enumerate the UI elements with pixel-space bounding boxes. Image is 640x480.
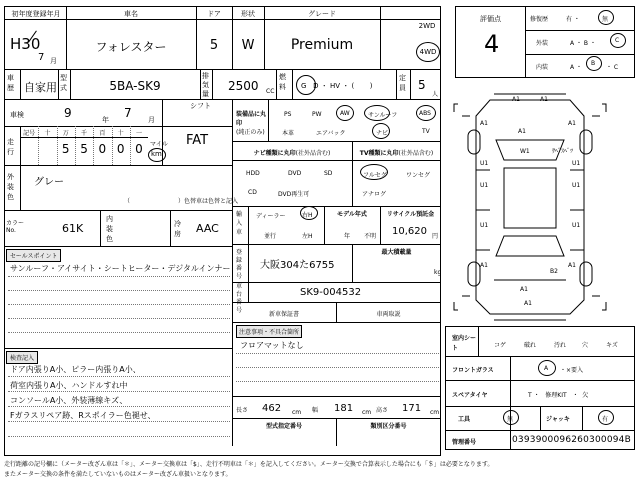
shape-label: 形状 [241, 10, 255, 18]
navi-label: ナビ種類に丸印(社外品含む) [253, 150, 331, 157]
import-dealer: ディーラー [256, 213, 286, 220]
doors-label: ドア [207, 10, 221, 18]
diag-a1-1: A1 [512, 96, 520, 103]
equipment-abs: ABS [419, 110, 431, 117]
mileage-digit-2: 0 [98, 142, 107, 156]
diag-w1: W1 [520, 148, 530, 155]
import-parallel: 並行 [264, 233, 277, 240]
chassis-label: 車台番号 [236, 283, 243, 314]
sales-point-text: サンルーフ・アイサイト・シートヒーター・デジタルインナー [10, 264, 231, 273]
mileage-unit-5: 十 [117, 130, 124, 137]
equipment-sunroof: サンルーフ [368, 112, 398, 119]
registration-value: 大阪304た6755 [260, 260, 335, 271]
notes-text: フロアマットなし [240, 341, 304, 350]
inspector-line-2: 荷室内張りA小、ハンドルすれ中 [10, 381, 128, 390]
capacity-unit: 人 [432, 91, 439, 98]
inspector-line-1: ドア内張りA小、ピラー内張りA小、 [10, 365, 141, 374]
width-value: 181 [334, 403, 354, 414]
displacement-label: 排気量 [202, 72, 209, 98]
diag-a1-2: A1 [540, 96, 548, 103]
glass-rest: ・×要入 [560, 367, 584, 374]
diag-u1-1: U1 [480, 160, 489, 167]
interior-score-label: 内装 [536, 64, 549, 71]
diag-repair: ｻﾍﾞｽﾍﾞﾂ [552, 148, 574, 155]
interior-color-label: 内装色 [106, 215, 113, 243]
equipment-tv: TV [422, 128, 430, 135]
repair-label: 修復歴 [530, 16, 549, 23]
seat-burn: コゲ [494, 342, 507, 349]
interior-score-options: A ・ [570, 64, 583, 71]
seat-tear: 破れ [524, 342, 537, 349]
jack-label: ジャッキ [546, 416, 570, 423]
score-value: 4 [484, 30, 500, 58]
tools-label: 工具 [458, 416, 471, 423]
navi-dvd: DVD [288, 170, 302, 177]
color-no-value: 61K [62, 222, 84, 235]
interior-score-selected: B [591, 60, 596, 67]
footer-line-1: 走行距離の記号欄に（メーター改ざん車は「＊」、メーター交換車は「$」、走行不明車は「＊」を記入してください。メーター交換で合算表示した場合にも「＄」は必要となります。 [4, 461, 494, 468]
interior-score-rest: ・ C [606, 64, 619, 71]
shift-label: シフト [190, 102, 211, 110]
chassis-value: SK9-004532 [300, 287, 362, 298]
mileage-unit-0: 記号 [23, 130, 36, 137]
height-label: 高さ [376, 407, 389, 414]
diag-a1-8: A1 [520, 286, 528, 293]
max-load-kg: kg [434, 269, 442, 276]
width-label: 幅 [312, 407, 319, 414]
mileage-unit-2: 万 [62, 130, 69, 137]
recycle-label: リサイクル預託金 [386, 211, 435, 218]
equipment-aw: AW [340, 110, 350, 117]
model-year-unit: 年 [344, 233, 351, 240]
mileage-unit-6: 一 [135, 130, 142, 137]
registration-label: 登録番号 [236, 249, 243, 280]
model-label: 車名 [124, 10, 138, 18]
grade-value: Premium [290, 37, 354, 53]
type-label: 型式 [60, 74, 67, 92]
navi-dvd-play: DVD再生可 [278, 191, 310, 198]
diag-u1-2: U1 [572, 160, 581, 167]
capacity-label: 定員 [399, 74, 406, 92]
navi-hdd: HDD [246, 170, 260, 177]
diag-u1-4: U1 [572, 182, 581, 189]
navi-cd: CD [248, 189, 257, 196]
glass-selected: A [544, 365, 549, 372]
diag-a1-9: A1 [524, 300, 532, 307]
seat-hole: 穴 [582, 342, 589, 349]
model-year-unknown: 不明 [364, 233, 377, 240]
tv-analog: アナログ [362, 191, 387, 198]
inspection-label: 車検 [10, 111, 24, 119]
exterior-score-label: 外装 [536, 40, 549, 47]
year-label: 初年度登録年月 [11, 10, 61, 18]
capacity-value: 5 [418, 78, 426, 92]
drive-2wd: 2WD [418, 22, 436, 30]
mileage-digit-3: 0 [116, 142, 125, 156]
recycle-value: 10,620 [392, 226, 427, 237]
exterior-note: （ ）色替車は色替と記入 [124, 198, 239, 205]
spare-options: T ・ 修理KIT ・ 欠 [528, 392, 589, 399]
color-no-label: カラーNo. [6, 220, 25, 234]
mileage-unit-3: 千 [81, 130, 88, 137]
diag-b2: B2 [550, 268, 558, 275]
ac-label: 冷房 [174, 220, 181, 238]
mileage-unit-1: 十 [44, 130, 51, 137]
km-label: km [151, 150, 162, 158]
drive-4wd: 4WD [419, 48, 437, 56]
repair-options: 有 ・ [566, 16, 580, 23]
height-unit: cm [430, 409, 440, 416]
seat-dirt: 汚れ [554, 342, 567, 349]
max-load-label: 最大積載量 [381, 249, 412, 256]
width-unit: cm [362, 409, 372, 416]
mgmt-label: 管理番号 [452, 439, 477, 446]
mileage-unit-4: 百 [99, 130, 106, 137]
equipment-airbag: エアバック [316, 130, 346, 137]
exterior-score-selected: C [615, 37, 620, 44]
spare-label: スペアタイヤ [452, 392, 488, 399]
mileage-digit-4: 0 [135, 142, 143, 156]
footer-line-2: またメーター交換の条件を満たしていないものはメーター改ざん車扱いとなります。 [4, 471, 232, 478]
cc-unit: CC [266, 88, 275, 95]
month-unit: 月 [50, 57, 57, 65]
type-value: 5BA-SK9 [109, 79, 161, 93]
use-label: 車歴 [7, 74, 14, 92]
tv-fullseg: フルセグ [363, 172, 387, 179]
tv-label: TV種類に丸印(社外品含む) [359, 150, 434, 157]
equipment-sub: (純正のみ) [236, 129, 265, 136]
year-value: H30 [10, 35, 41, 53]
exterior-label: 外装色 [7, 173, 14, 201]
notes-label: 注意事項・不具合箇所 [236, 325, 302, 338]
mile-label: マイル [150, 141, 168, 148]
fuel-options: G D ・ HV ・ ( ) [301, 82, 373, 90]
displacement-value: 2500 [228, 79, 259, 93]
class-no-label: 類別区分番号 [370, 423, 407, 430]
diag-a1-3: A1 [480, 120, 488, 127]
use-value: 自家用 [24, 81, 57, 94]
import-right: 右H [302, 212, 313, 219]
inspection-month: 7 [124, 106, 132, 120]
exterior-score-options: A ・ B ・ [570, 40, 596, 47]
diag-a1-5: A1 [518, 128, 526, 135]
equipment-navi: ナビ [376, 130, 389, 137]
month-value: 7 [38, 52, 45, 63]
diag-u1-5: U1 [480, 222, 489, 229]
length-value: 462 [262, 403, 282, 414]
diag-u1-3: U1 [480, 182, 489, 189]
inspector-label: 検査記入 [6, 351, 38, 364]
length-unit: cm [292, 409, 302, 416]
grade-label: グレード [308, 10, 336, 18]
fuel-label: 燃料 [279, 73, 286, 91]
shape-value: W [241, 38, 255, 53]
doors-value: 5 [209, 38, 219, 53]
jack-value: 有 [602, 416, 609, 423]
inspection-year-unit: 年 [102, 116, 109, 124]
diag-a1-6: A1 [480, 262, 488, 269]
mileage-label: 走行 [7, 138, 14, 156]
model-year-label: モデル年式 [337, 211, 367, 218]
height-value: 171 [402, 403, 422, 414]
equipment-leather: 本革 [282, 130, 295, 137]
tools-value: 無 [507, 416, 514, 423]
sales-point-label: セールスポイント [6, 249, 61, 262]
type-no-label: 型式指定番号 [265, 423, 302, 430]
mileage-digit-1: 5 [80, 142, 88, 156]
equipment-ps: PS [284, 111, 292, 118]
navi-sd: SD [324, 170, 333, 177]
inspector-line-4: Fガラスリペア跡、Rスポイラー色褪せ、 [10, 411, 156, 420]
import-left: 左H [302, 233, 313, 240]
import-label: 輸入車 [236, 211, 243, 236]
length-label: 長さ [236, 407, 249, 414]
ac-value: AAC [196, 222, 219, 235]
inspection-year: 9 [64, 106, 72, 120]
shift-value: FAT [186, 133, 209, 148]
exterior-value: グレー [34, 177, 64, 188]
mileage-digit-0: 5 [61, 142, 70, 156]
inspector-line-3: コンソールA小、外装薄線キズ、 [10, 396, 128, 405]
glass-label: フロントガラス [452, 367, 494, 374]
recycle-unit: 円 [432, 233, 439, 240]
warranty-new: 新車保証書 [268, 311, 299, 318]
diag-a1-4: A1 [568, 120, 576, 127]
diag-u1-6: U1 [572, 222, 581, 229]
interior-seat-label: 室内シート [452, 335, 477, 352]
equipment-pw: PW [312, 111, 322, 118]
diag-a1-7: A1 [568, 262, 576, 269]
inspection-month-unit: 月 [148, 116, 155, 124]
equipment-label: 装備品に丸印 [236, 111, 267, 127]
repair-selected: 無 [602, 16, 609, 23]
tv-oneseg: ワンセグ [406, 172, 431, 179]
seat-scratch: キズ [606, 342, 618, 349]
score-label: 評価点 [480, 15, 501, 23]
warranty-manual: 車両取説 [376, 311, 401, 318]
model-value: フォレスター [95, 40, 167, 54]
mgmt-value: 0393900096260300094B [512, 435, 631, 445]
